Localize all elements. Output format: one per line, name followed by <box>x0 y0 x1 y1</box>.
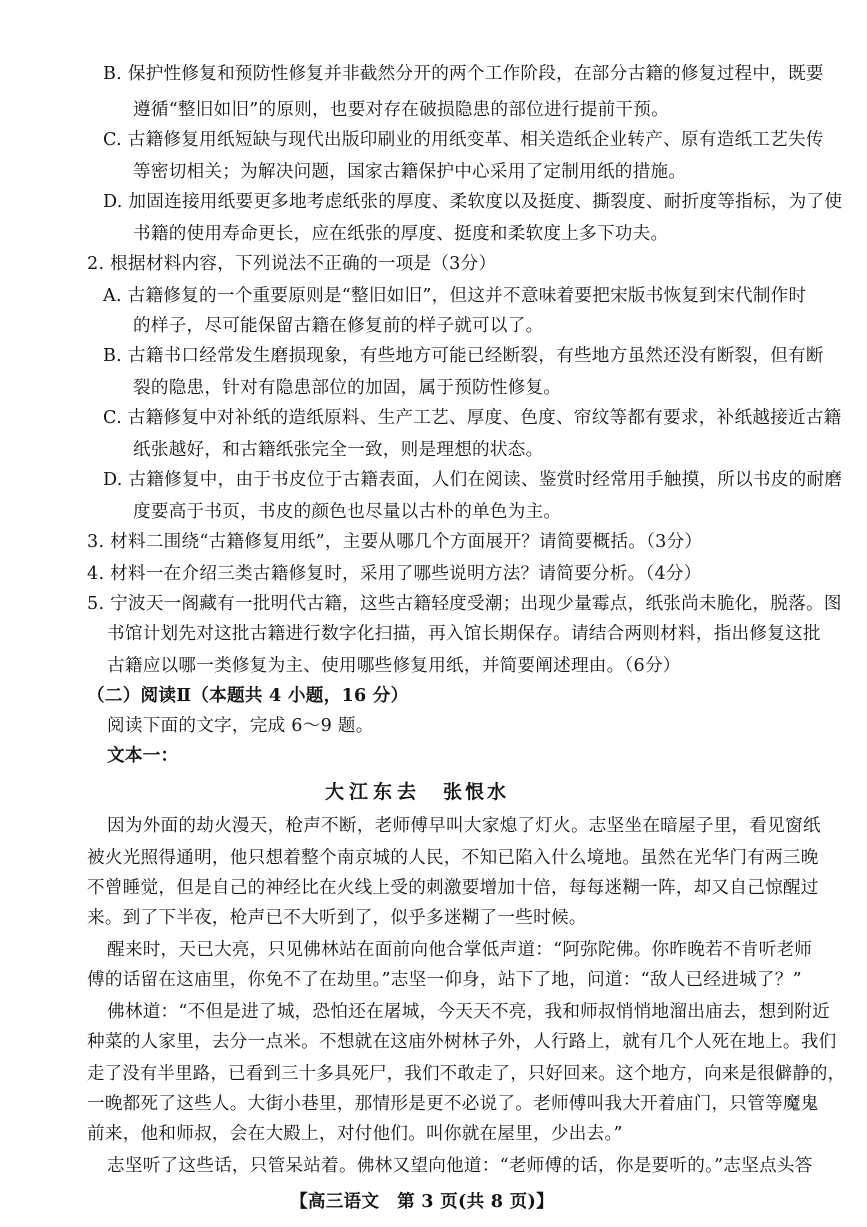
question-2-option-c-line-2: 纸张越好，和古籍纸张完全一致，则是理想的状态。 <box>133 440 544 460</box>
story-paragraph-3-line-4: 一晚都死了这些人。大街小巷里，那情形是更不必说了。老师傅叫我大开着庙门，只管等魔鬼 <box>87 1094 819 1114</box>
question-2-option-c-line-1: C. 古籍修复中对补纸的造纸原料、生产工艺、厚度、色度、帘纹等都有要求，补纸越接近古籍 <box>103 408 842 428</box>
story-paragraph-3-line-2: 种菜的人家里，去分一点米。不想就在这庙外树林子外，人行路上，就有几个人死在地上。我们 <box>87 1032 837 1052</box>
question-5-line-3: 古籍应以哪一类修复为主、使用哪些修复用纸，并简要阐述理由。（6分） <box>107 656 681 676</box>
question-4: 4. 材料一在介绍三类古籍修复时，采用了哪些说明方法？请简要分析。（4分） <box>87 564 702 584</box>
story-paragraph-3-line-3: 走了没有半里路，已看到三十多具死尸，我们不敢走了，只好回来。这个地方，向来是很僻静的， <box>87 1064 846 1084</box>
question-2-option-b-line-2: 裂的隐患，针对有隐患部位的加固，属于预防性修复。 <box>133 378 562 398</box>
question-2-option-d-line-2: 度要高于书页，书皮的颜色也尽量以古朴的单色为主。 <box>133 502 562 522</box>
story-paragraph-2-line-2: 傅的话留在这庙里，你免不了在劫里。”志坚一仰身，站下了地，问道：“敌人已经进城了？” <box>87 970 802 990</box>
option-c-line-2: 等密切相关；为解决问题，国家古籍保护中心采用了定制用纸的措施。 <box>133 162 687 182</box>
story-paragraph-1-line-3: 不曾睡觉，但是自己的神经比在火线上受的刺激要增加十倍，每每迷糊一阵，却又自己惊醒过 <box>87 878 819 898</box>
question-2-option-a-line-2: 的样子，尽可能保留古籍在修复前的样子就可以了。 <box>133 316 544 336</box>
page-footer: 【高三语文 第 3 页(共 8 页)】 <box>290 1191 554 1212</box>
section-heading: （二）阅读Ⅱ（本题共 4 小题，16 分） <box>87 685 409 706</box>
story-title: 大江东去 <box>325 781 422 803</box>
option-d-line-2: 书籍的使用寿命更长，应在纸张的厚度、挺度和柔软度上多下功夫。 <box>133 224 669 244</box>
option-b-line-2: 遵循“整旧如旧”的原则，也要对存在破损隐患的部位进行提前干预。 <box>133 100 669 120</box>
question-2-option-b-line-1: B. 古籍书口经常发生磨损现象，有些地方可能已经断裂，有些地方虽然还没有断裂，但有断 <box>103 346 824 366</box>
option-d-line-1: D. 加固连接用纸要更多地考虑纸张的厚度、柔软度以及挺度、撕裂度、耐折度等指标，为了使 <box>103 192 843 212</box>
story-paragraph-3-line-5: 前来，他和师叔，会在大殿上，对付他们。叫你就在屋里，少出去。” <box>87 1124 623 1144</box>
question-3: 3. 材料二围绕“古籍修复用纸”，主要从哪几个方面展开？请简要概括。（3分） <box>87 532 703 552</box>
question-2-option-a-line-1: A. 古籍修复的一个重要原则是“整旧如旧”，但这并不意味着要把宋版书恢复到宋代制作时 <box>103 286 807 306</box>
story-paragraph-2-line-1: 醒来时，天已大亮，只见佛林站在面前向他合掌低声道：“阿弥陀佛。你昨晚若不肯听老师 <box>107 940 813 960</box>
option-c-line-1: C. 古籍修复用纸短缺与现代出版印刷业的用纸变革、相关造纸企业转产、原有造纸工艺失传 <box>103 130 824 150</box>
question-2-option-d-line-1: D. 古籍修复中，由于书皮位于古籍表面，人们在阅读、鉴赏时经常用手触摸，所以书皮的耐磨 <box>103 470 843 490</box>
story-paragraph-1-line-1: 因为外面的劫火漫天，枪声不断，老师傅早叫大家熄了灯火。志坚坐在暗屋子里，看见窗纸 <box>107 816 821 836</box>
story-paragraph-3-line-1: 佛林道：“不但是进了城，恐怕还在屠城，今天天不亮，我和师叔悄悄地溜出庙去，想到附近 <box>107 1002 830 1022</box>
story-paragraph-1-line-4: 来。到了下半夜，枪声已不大听到了，似乎多迷糊了一些时候。 <box>87 908 587 928</box>
story-paragraph-1-line-2: 被火光照得通明，他只想着整个南京城的人民，不知已陷入什么境地。虽然在光华门有两三晚 <box>87 848 819 868</box>
question-5-line-2: 书馆计划先对这批古籍进行数字化扫描，再入馆长期保存。请结合两则材料，指出修复这批 <box>107 624 821 644</box>
story-paragraph-4-line-1: 志坚听了这些话，只管呆站着。佛林又望向他道：“老师傅的话，你是要听的。”志坚点头答 <box>107 1156 813 1176</box>
text-label: 文本一： <box>107 745 179 766</box>
story-author: 张恨水 <box>443 781 510 803</box>
section-instruction: 阅读下面的文字，完成 6～9 题。 <box>107 716 374 736</box>
question-2-stem: 2. 根据材料内容，下列说法不正确的一项是（3分） <box>87 254 497 274</box>
question-5-line-1: 5. 宁波天一阁藏有一批明代古籍，这些古籍轻度受潮；出现少量霉点，纸张尚未脆化，脱落。图 <box>87 594 842 614</box>
option-b-line-1: B. 保护性修复和预防性修复并非截然分开的两个工作阶段，在部分古籍的修复过程中，既要 <box>103 64 824 84</box>
